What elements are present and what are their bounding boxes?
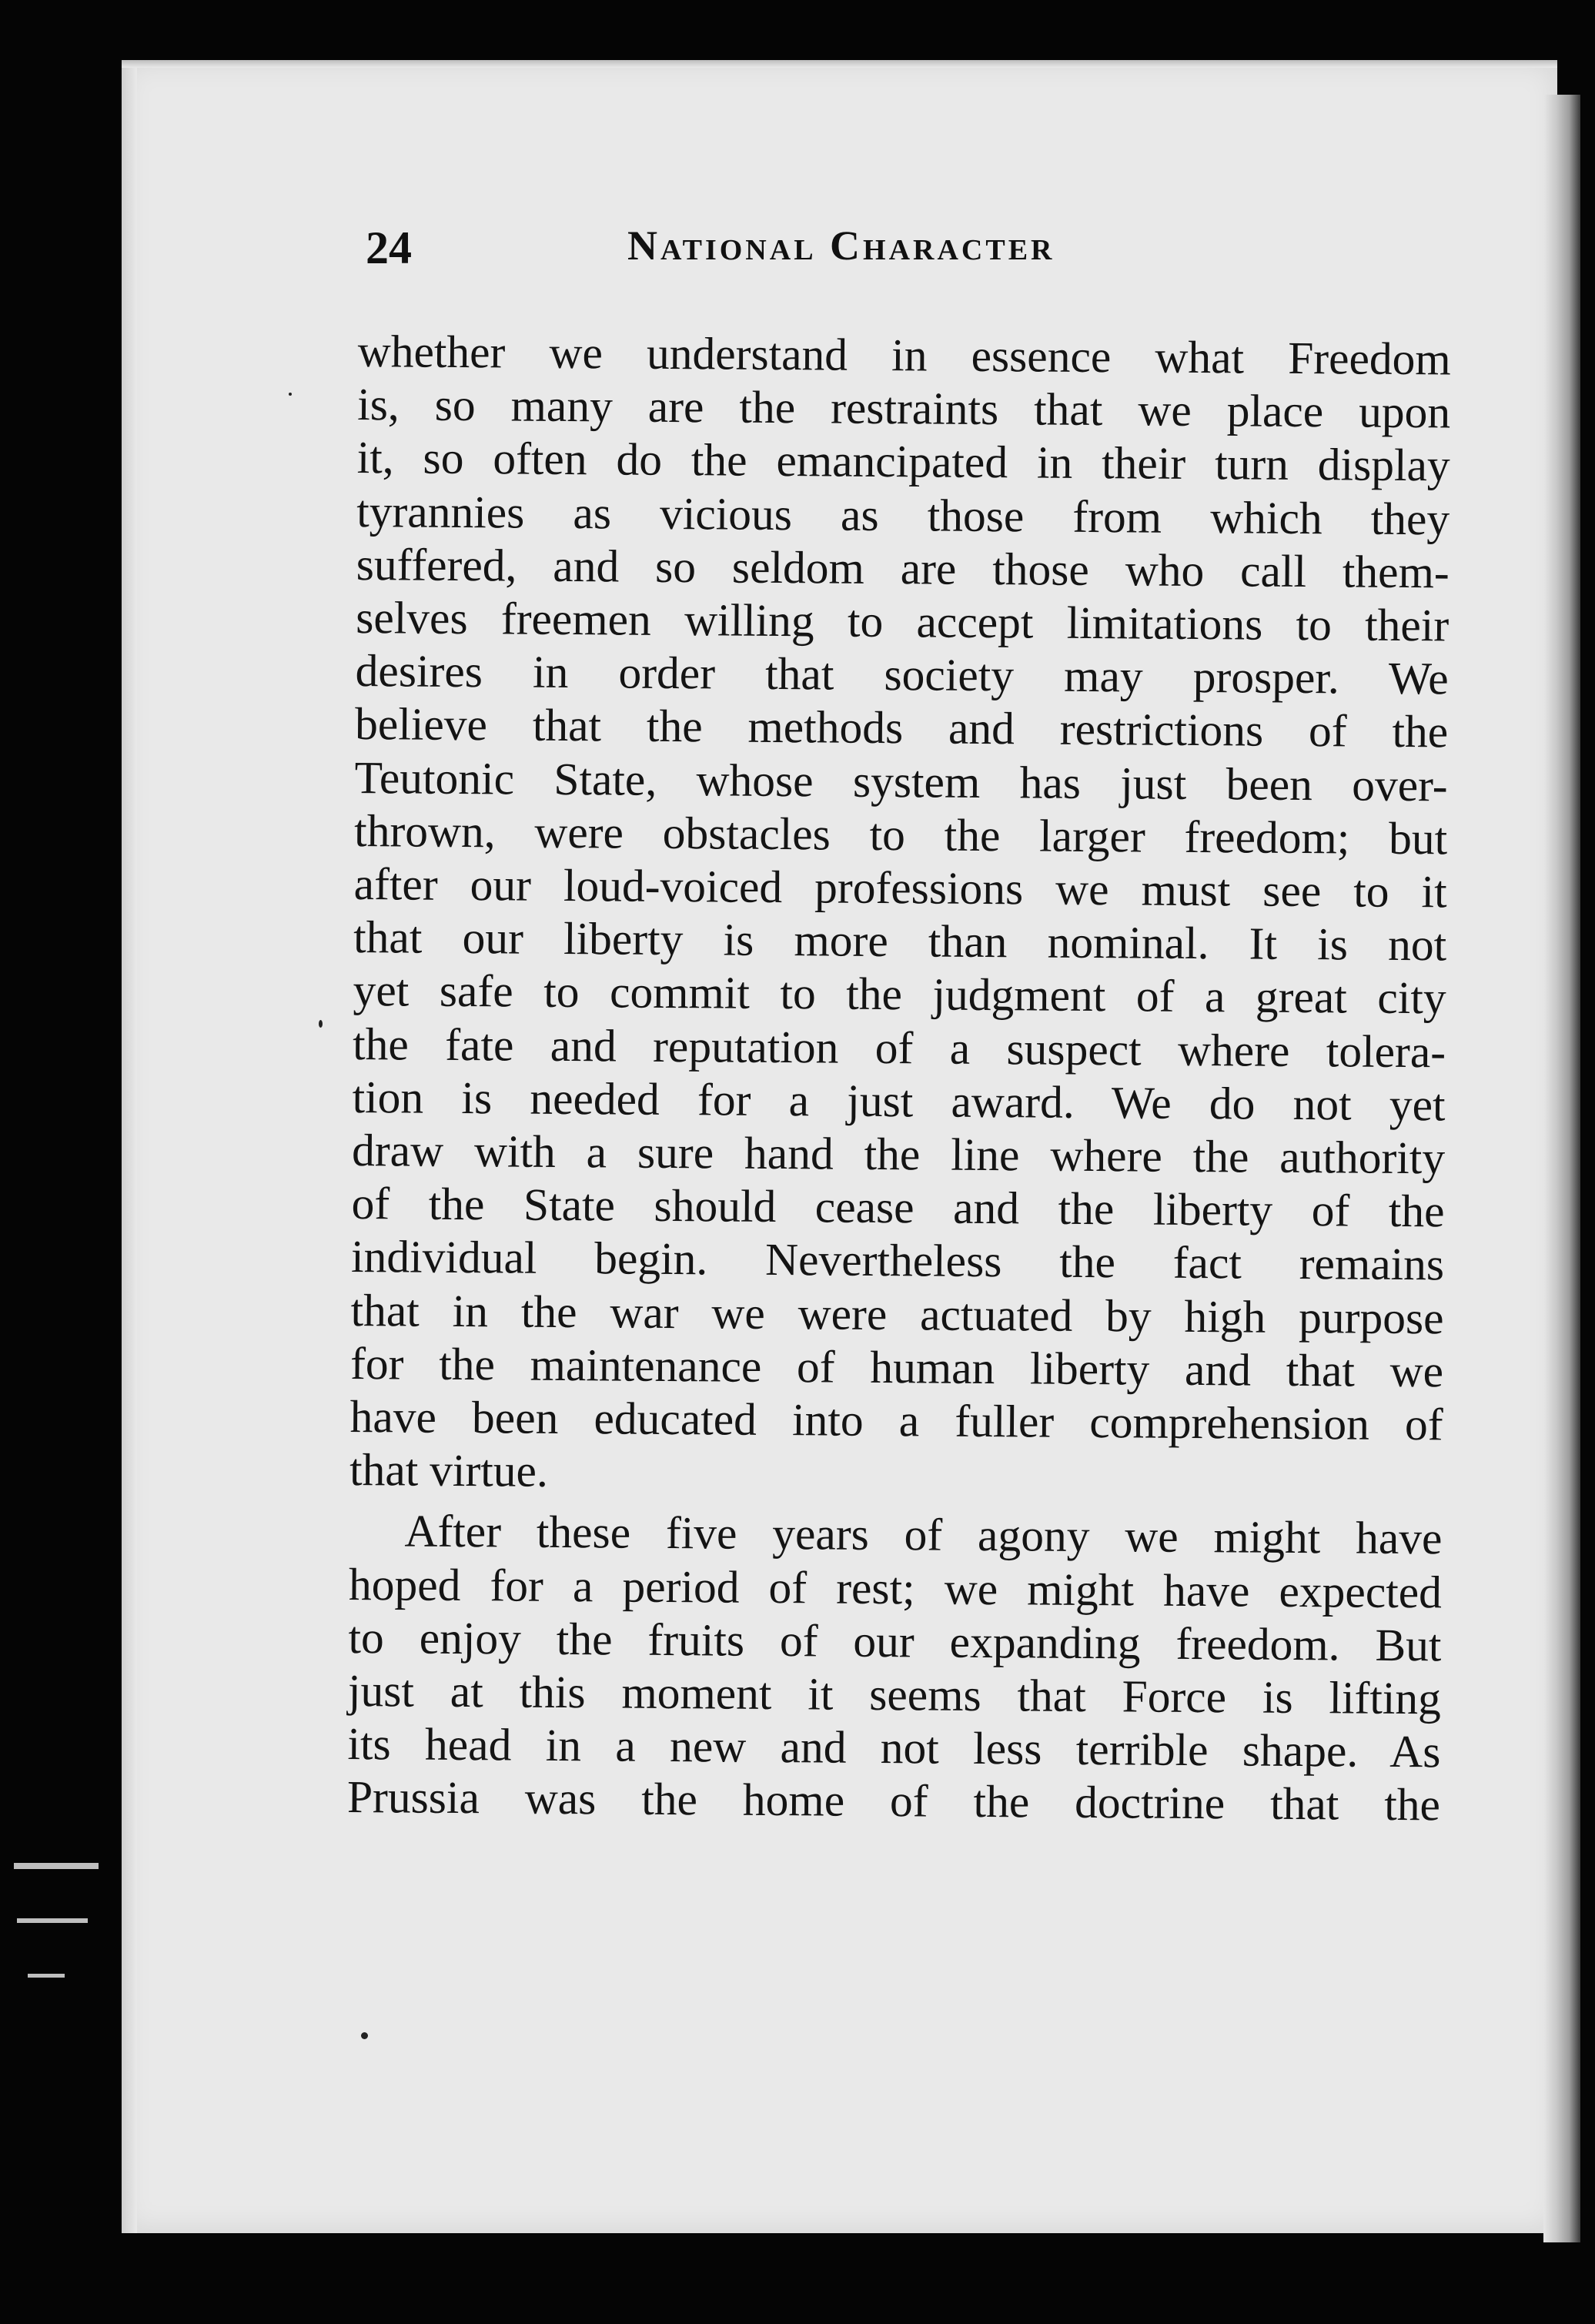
- page-binding-shadow: [1543, 95, 1580, 2242]
- text-line: Teutonic State, whose system has just been over-: [354, 751, 1448, 811]
- text-line: whether we understand in essence what Freedom: [357, 325, 1451, 385]
- text-line: that virtue.: [349, 1444, 549, 1497]
- text-line: selves freemen willing to accept limitations to their: [355, 592, 1450, 651]
- scan-speck: [289, 393, 292, 396]
- text-line: it, so often do the emancipated in their turn display: [356, 432, 1450, 491]
- text-line: draw with a sure hand the line where the authority: [351, 1125, 1446, 1184]
- text-line: for the maintenance of human liberty and that we: [349, 1337, 1444, 1397]
- left-margin-scan-mark: [28, 1974, 65, 1978]
- text-line: individual begin. Nevertheless the fact remains: [350, 1231, 1445, 1290]
- text-line: just at this moment it seems that Force is lifting: [347, 1665, 1442, 1724]
- scan-speck: [361, 2032, 368, 2039]
- text-line: its head in a new and not less terrible shape. As: [347, 1718, 1441, 1777]
- running-head: National Character: [627, 222, 1055, 269]
- left-margin-scan-mark: [17, 1918, 88, 1923]
- text-line: that our liberty is more than nominal. It is not: [353, 911, 1447, 971]
- text-line: After these five years of agony we might have: [404, 1505, 1443, 1564]
- text-line: the fate and reputation of a suspect where tolera-: [352, 1018, 1446, 1078]
- left-margin-scan-mark: [14, 1863, 99, 1869]
- text-line: suffered, and so seldom are those who call them-: [356, 538, 1450, 598]
- page-header: [366, 222, 1443, 291]
- text-line: desires in order that society may prosper. We: [355, 645, 1449, 704]
- text-line: Prussia was the home of the doctrine that the: [346, 1771, 1441, 1831]
- paragraph-2: [347, 1504, 1443, 1832]
- text-line: thrown, were obstacles to the larger freedom; but: [353, 804, 1448, 864]
- text-line: have been educated into a fuller comprehension of: [349, 1391, 1443, 1450]
- text-line: is, so many are the restraints that we place upon: [357, 379, 1451, 438]
- paragraph-1: [349, 325, 1451, 1505]
- text-line: tion is needed for a just award. We do not yet: [352, 1071, 1446, 1131]
- text-line: believe that the methods and restrictions of the: [354, 698, 1449, 757]
- text-line: yet safe to commit to the judgment of a great city: [353, 965, 1446, 1024]
- text-line: of the State should cease and the liberty of the: [351, 1178, 1445, 1237]
- page-left-edge: [122, 60, 137, 2233]
- text-line: after our loud-voiced professions we must see to it: [353, 858, 1447, 918]
- text-line: that in the war we were actuated by high purpose: [350, 1284, 1444, 1344]
- text-line: tyrannies as vicious as those from which they: [356, 485, 1450, 545]
- text-line: to enjoy the fruits of our expanding freedom. But: [348, 1611, 1442, 1671]
- page-top-edge: [122, 60, 1557, 68]
- scan-speck: [319, 1020, 323, 1028]
- page-number: 24: [366, 222, 412, 273]
- body-text: [347, 325, 1451, 1832]
- text-line: hoped for a period of rest; we might have expected: [348, 1558, 1443, 1618]
